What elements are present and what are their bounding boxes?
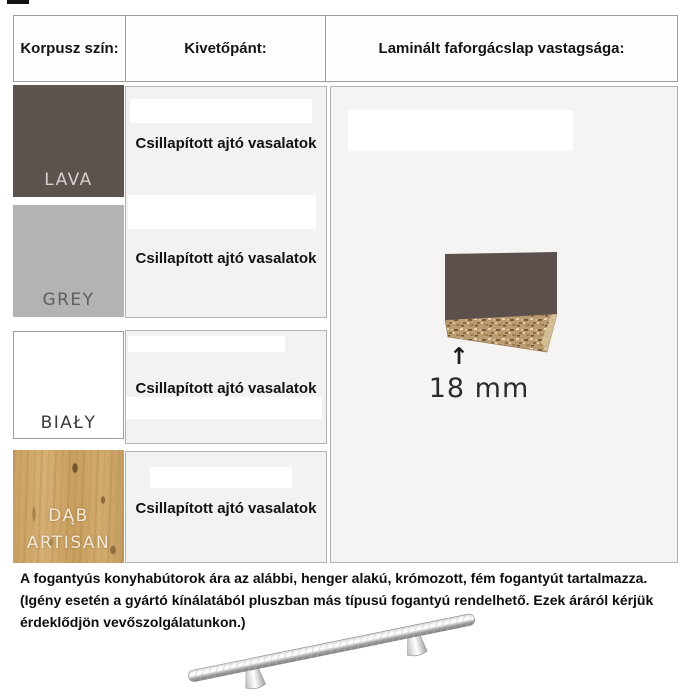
swatch-bialy — [13, 331, 124, 439]
white-patch — [150, 467, 292, 488]
chipboard-corner-image — [439, 247, 567, 359]
swatch-label: BIAŁY — [40, 413, 97, 433]
header-cell-kivetopant — [125, 15, 326, 82]
header-cell-korpusz-szin — [13, 15, 126, 82]
corner-artifact-mark — [7, 0, 29, 4]
header-label: Korpusz szín: — [20, 40, 119, 57]
header-label: Kivetőpánt: — [184, 40, 267, 57]
white-patch — [348, 110, 573, 151]
header-label: Laminált faforgácslap vastagsága: — [378, 40, 625, 57]
note-line-3: érdeklődjön vevőszolgálatunkon.) — [20, 614, 246, 630]
hinge-cell-lava-grey — [125, 86, 327, 318]
header-cell-vastagsag — [325, 15, 678, 82]
thickness-cell — [330, 86, 678, 563]
swatch-dab-artisan — [13, 450, 124, 563]
hinge-text-grey: Csillapított ajtó vasalatok — [135, 250, 317, 267]
up-arrow-icon: ↑ — [449, 344, 469, 370]
white-patch — [128, 336, 285, 352]
swatch-grey — [13, 205, 124, 317]
note-line-2: (Igény esetén a gyártó kínálatából pluszban más típusú fogantyú rendelhető. Ezek áráról kérjük — [20, 592, 654, 608]
swatch-label-line-2: ARTISAN — [26, 533, 111, 553]
swatch-lava — [13, 85, 124, 197]
swatch-label — [13, 503, 124, 557]
white-patch — [130, 99, 312, 123]
swatch-label: GREY — [42, 290, 95, 310]
swatch-label-line-1: DĄB — [48, 506, 89, 526]
swatch-label: LAVA — [44, 170, 93, 190]
white-patch — [128, 195, 316, 229]
hinge-text-bialy: Csillapított ajtó vasalatok — [135, 380, 317, 397]
hinge-text-lava: Csillapított ajtó vasalatok — [135, 135, 317, 152]
hinge-cell-dab-artisan — [125, 451, 327, 563]
chrome-handle-image — [172, 600, 492, 700]
note-line-1: A fogantyús konyhabútorok ára az alábbi, henger alakú, krómozott, fém fogantyút tartalmazza. — [20, 570, 648, 586]
hinge-cell-bialy — [125, 330, 327, 444]
hinge-text-dab: Csillapított ajtó vasalatok — [135, 500, 317, 517]
thickness-value: 18 mm — [428, 373, 530, 404]
white-patch — [126, 397, 322, 419]
